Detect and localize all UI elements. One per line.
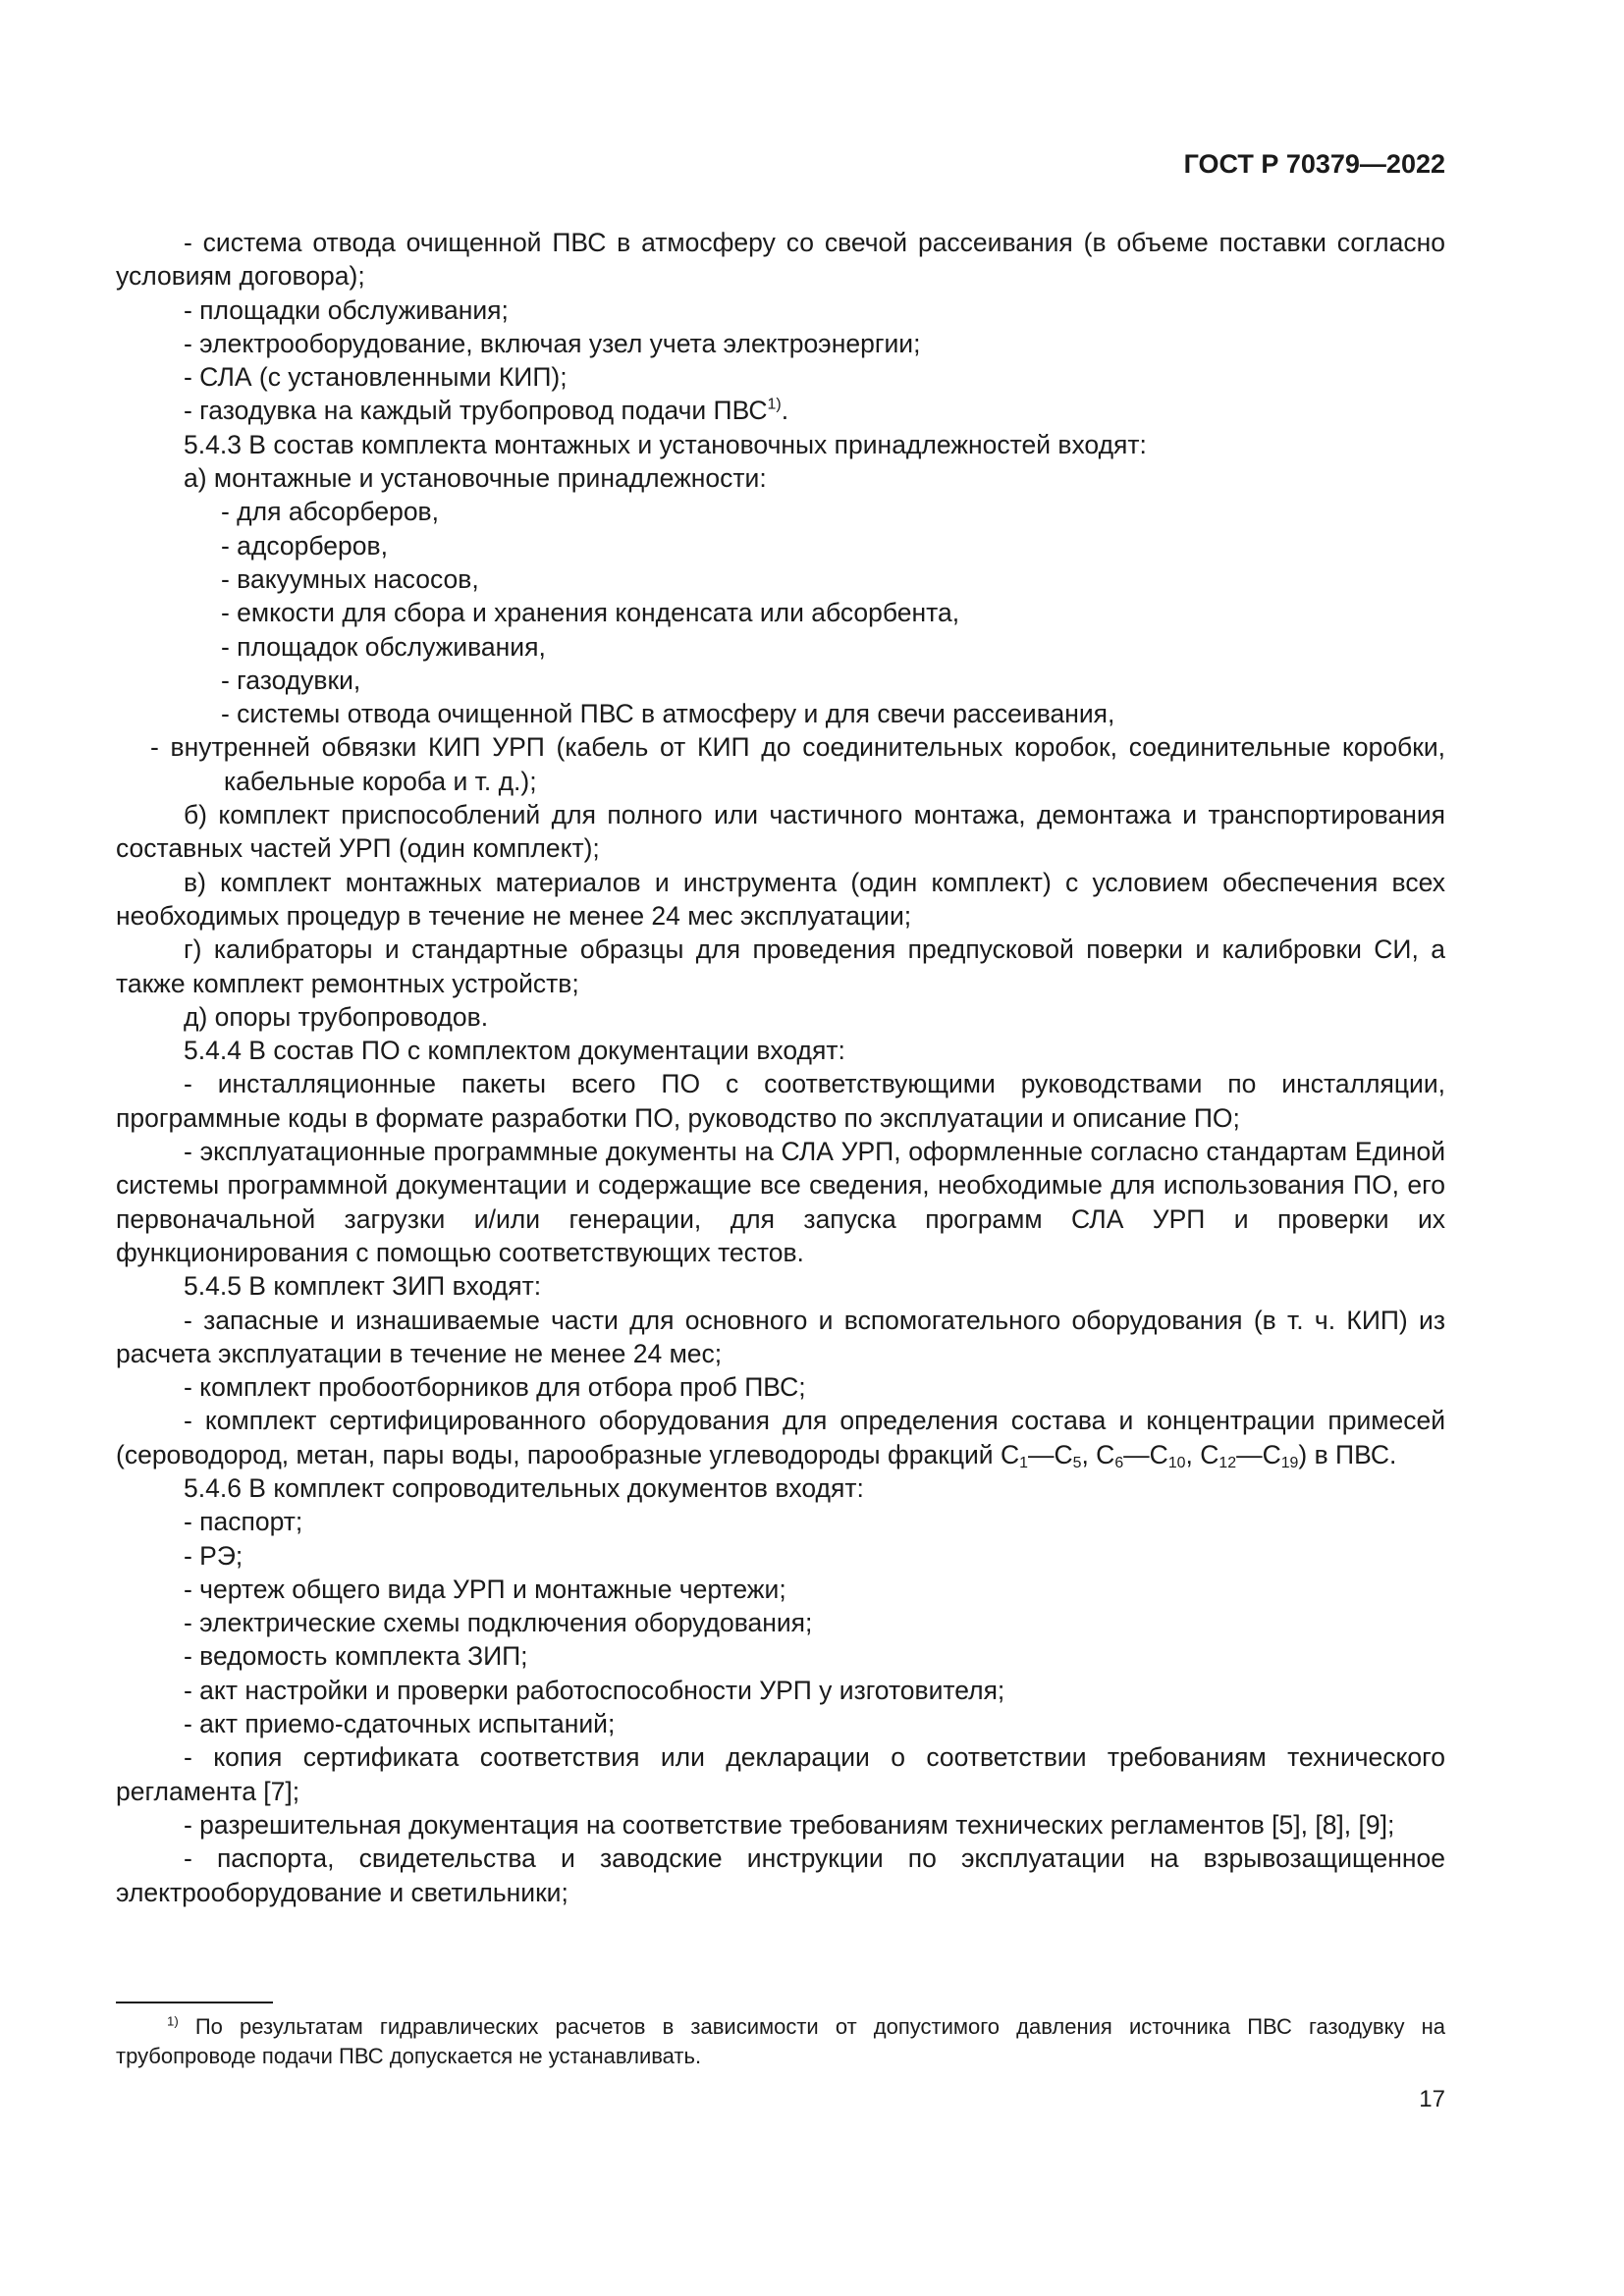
clause-5-4-5: 5.4.5 В комплект ЗИП входят: — [184, 1271, 542, 1302]
list-item: - запасные и изнашиваемые части для основного и вспомогательного оборудования (в т. ч. КИП) из расчета эксплуатации в течение не менее 24 мес; — [116, 1305, 1445, 1368]
body-text — [116, 226, 1445, 1909]
sub-list-item: - внутренней обвязки КИП УРП (кабель от КИП до соединительных коробок, соединительные коробки, кабельные короба и т. д.); — [150, 732, 1445, 796]
footnote — [116, 2012, 1445, 2071]
list-item-text: - комплект сертифицированного оборудования для определения состава и концентрации примесей (сероводород, метан, пары воды, парообразные углеводороды фракций С — [116, 1406, 1445, 1469]
list-item: д) опоры трубопроводов. — [184, 1001, 489, 1032]
formula-text: , С — [1185, 1439, 1219, 1469]
list-item: - площадки обслуживания; — [184, 294, 509, 325]
sub-list-item: - системы отвода очищенной ПВС в атмосферу и для свечи рассеивания, — [221, 699, 1115, 729]
sub-list-item: - адсорберов, — [221, 530, 388, 561]
list-item: - система отвода очищенной ПВС в атмосферу со свечой рассеивания (в объеме поставки согласно условиям договора); — [116, 228, 1445, 292]
list-item: - паспорт; — [184, 1507, 303, 1537]
formula-text: , С — [1081, 1439, 1115, 1469]
sub-list-item: - газодувки, — [221, 665, 361, 695]
list-item: - электрооборудование, включая узел учета электроэнергии; — [184, 328, 921, 358]
list-item: - эксплуатационные программные документы на СЛА УРП, оформленные согласно стандартам Единой системы программной документации и содержащие все сведения, необходимые для использования ПО, его первоначальной загрузки и/или генерации, для запуска программ СЛА УРП и проверки их функционирования с помощью соответствующих тестов. — [116, 1137, 1445, 1267]
subscript: 19 — [1280, 1454, 1299, 1471]
footnote-separator — [116, 2002, 273, 2003]
formula-text: ) в ПВС. — [1298, 1439, 1397, 1469]
page-number: 17 — [1419, 2086, 1445, 2112]
list-item: - акт приемо-сдаточных испытаний; — [184, 1709, 616, 1739]
subscript: 6 — [1114, 1454, 1124, 1471]
list-item: - акт настройки и проверки работоспособности УРП у изготовителя; — [184, 1675, 1005, 1705]
punctuation: . — [781, 396, 789, 426]
list-item: - паспорта, свидетельства и заводские инструкции по эксплуатации на взрывозащищенное электрооборудование и светильники; — [116, 1843, 1445, 1907]
list-item-text: - газодувка на каждый трубопровод подачи ПВС — [184, 396, 768, 426]
formula-text: —С — [1027, 1439, 1073, 1469]
clause-5-4-3: 5.4.3 В состав комплекта монтажных и установочных принадлежностей входят: — [184, 429, 1147, 459]
sub-list-item: - емкости для сбора и хранения конденсата или абсорбента, — [221, 598, 960, 628]
list-item: а) монтажные и установочные принадлежности: — [184, 463, 767, 494]
list-item: - СЛА (с установленными КИП); — [184, 362, 568, 393]
list-item: - инсталляционные пакеты всего ПО с соответствующими руководствами по инсталляции, программные коды в формате разработки ПО, руководство по эксплуатации и описание ПО; — [116, 1069, 1445, 1133]
sub-list-item: - площадок обслуживания, — [221, 631, 546, 662]
list-item: - электрические схемы подключения оборудования; — [184, 1608, 813, 1638]
sub-list-item: - вакуумных насосов, — [221, 563, 479, 594]
list-item: б) комплект приспособлений для полного или частичного монтажа, демонтажа и транспортирования составных частей УРП (один комплект); — [116, 800, 1445, 864]
subscript: 10 — [1167, 1454, 1186, 1471]
footnote-marker: 1) — [167, 2013, 179, 2029]
clause-5-4-4: 5.4.4 В состав ПО с комплектом документации входят: — [184, 1036, 845, 1066]
footnote-reference: 1) — [767, 397, 782, 414]
footnote-text: По результатам гидравлических расчетов в зависимости от допустимого давления источника ПВС газодувку на трубопроводе подачи ПВС допускается не устанавливать. — [116, 2014, 1445, 2068]
list-item: - комплект пробоотборников для отбора проб ПВС; — [184, 1372, 806, 1403]
formula-text: —С — [1236, 1439, 1281, 1469]
subscript: 5 — [1072, 1454, 1082, 1471]
list-item: г) калибраторы и стандартные образцы для проведения предпусковой поверки и калибровки СИ, а также комплект ремонтных устройств; — [116, 934, 1445, 998]
clause-5-4-6: 5.4.6 В комплект сопроводительных документов входят: — [184, 1472, 864, 1503]
sub-list-item: - для абсорберов, — [221, 497, 440, 527]
list-item: - копия сертификата соответствия или декларации о соответствии требованиям технического регламента [7]; — [116, 1742, 1445, 1806]
formula-text: —С — [1123, 1439, 1168, 1469]
list-item: - ведомость комплекта ЗИП; — [184, 1641, 528, 1672]
list-item-with-formula — [116, 1404, 1445, 1471]
document-code-header: ГОСТ Р 70379—2022 — [1183, 149, 1445, 179]
list-item-with-footnote — [116, 394, 1445, 427]
list-item: - чертеж общего вида УРП и монтажные чертежи; — [184, 1574, 786, 1604]
list-item: - РЭ; — [184, 1540, 244, 1571]
list-item: в) комплект монтажных материалов и инструмента (один комплект) с условием обеспечения всех необходимых процедур в течение не менее 24 мес эксплуатации; — [116, 867, 1445, 931]
subscript: 1 — [1019, 1454, 1028, 1471]
subscript: 12 — [1218, 1454, 1237, 1471]
list-item: - разрешительная документация на соответствие требованиям технических регламентов [5], [8], [9]; — [184, 1809, 1395, 1840]
